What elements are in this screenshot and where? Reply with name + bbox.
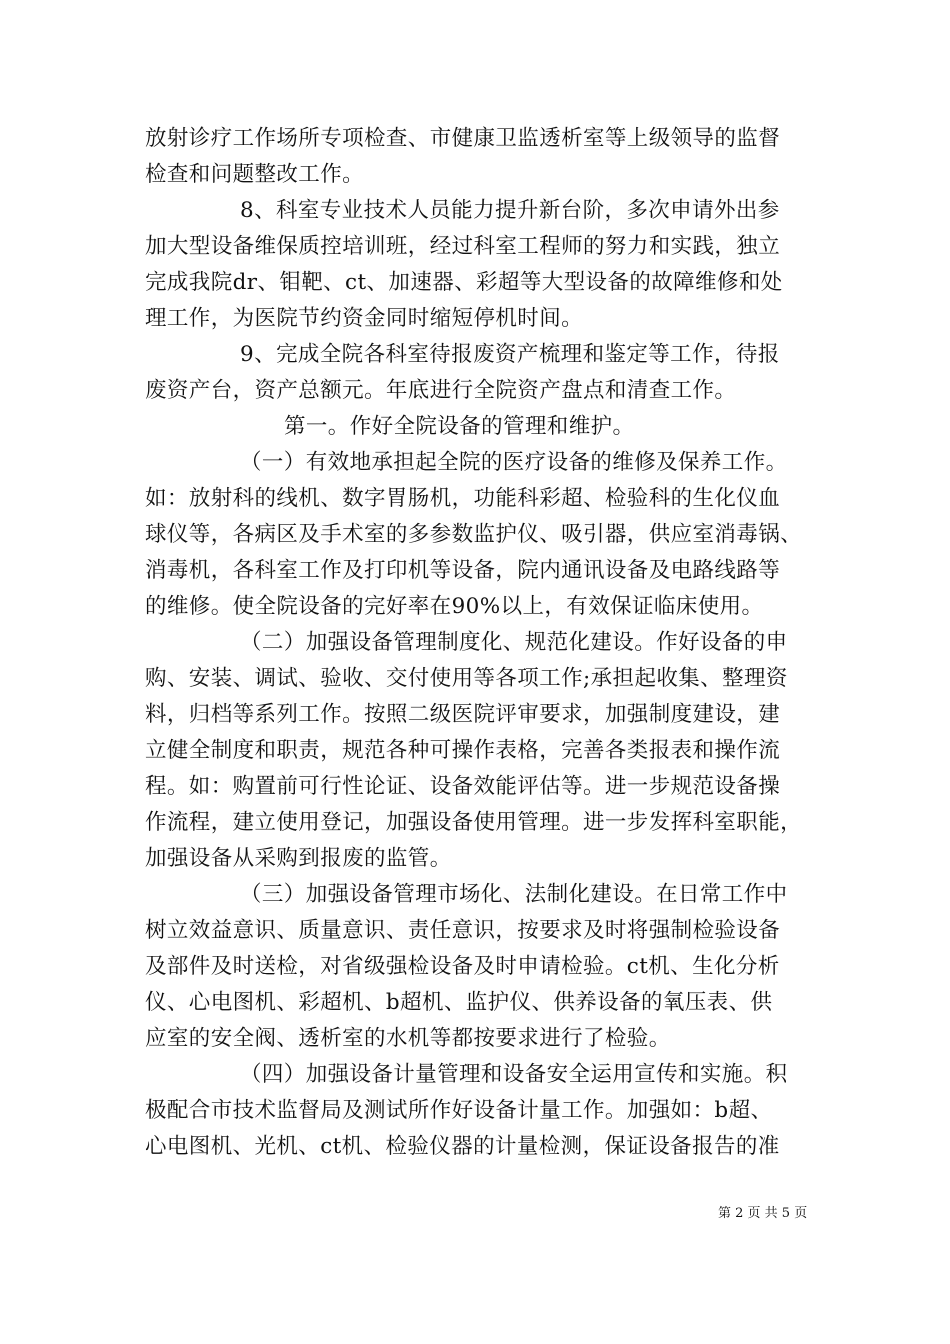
paragraph-line: 立健全制度和职责，规范各种可操作表格，完善各类报表和操作流 <box>145 738 781 763</box>
paragraph-line: （一）有效地承担起全院的医疗设备的维修及保养工作。 <box>240 450 788 475</box>
paragraph-line: 及部件及时送检，对省级强检设备及时申请检验。ct机、生化分析 <box>145 954 780 979</box>
paragraph-line: 加强设备从采购到报废的监管。 <box>145 846 452 871</box>
paragraph-line: 树立效益意识、质量意识、责任意识，按要求及时将强制检验设备 <box>145 918 781 943</box>
paragraph-line: 检查和问题整改工作。 <box>145 162 365 187</box>
paragraph-line: 心电图机、光机、ct机、检验仪器的计量检测，保证设备报告的准 <box>145 1134 780 1159</box>
paragraph-line: 球仪等，各病区及手术室的多参数监护仪、吸引器，供应室消毒锅、 <box>145 522 803 547</box>
paragraph-line: 应室的安全阀、透析室的水机等都按要求进行了检验。 <box>145 1026 671 1051</box>
paragraph-line: 作流程，建立使用登记，加强设备使用管理。进一步发挥科室职能， <box>145 810 803 835</box>
paragraph-line: 完成我院dr、钼靶、ct、加速器、彩超等大型设备的故障维修和处 <box>145 270 783 295</box>
paragraph-line: 消毒机，各科室工作及打印机等设备，院内通讯设备及电路线路等 <box>145 558 781 583</box>
section-heading: 第一。作好全院设备的管理和维护。 <box>284 414 635 439</box>
paragraph-line: 理工作，为医院节约资金同时缩短停机时间。 <box>145 306 584 331</box>
paragraph-line: 料，归档等系列工作。按照二级医院评审要求，加强制度建设，建 <box>145 702 781 727</box>
paragraph-line: 极配合市技术监督局及测试所作好设备计量工作。加强如：b超、 <box>145 1098 773 1123</box>
paragraph-line: （三）加强设备管理市场化、法制化建设。在日常工作中 <box>240 882 788 907</box>
paragraph-line: 仪、心电图机、彩超机、b超机、监护仪、供养设备的氧压表、供 <box>145 990 773 1015</box>
paragraph-line: 废资产台，资产总额元。年底进行全院资产盘点和清查工作。 <box>145 378 737 403</box>
paragraph-line: 的维修。使全院设备的完好率在90%以上，有效保证临床使用。 <box>145 594 764 619</box>
paragraph-line: 9、完成全院各科室待报废资产梳理和鉴定等工作，待报 <box>240 342 780 367</box>
paragraph-line: 8、科室专业技术人员能力提升新台阶，多次申请外出参 <box>240 198 780 223</box>
page-number-footer: 第 2 页 共 5 页 <box>718 1206 808 1221</box>
paragraph-line: 如：放射科的线机、数字胃肠机，功能科彩超、检验科的生化仪血 <box>145 486 781 511</box>
paragraph-line: 放射诊疗工作场所专项检查、市健康卫监透析室等上级领导的监督 <box>145 126 781 151</box>
paragraph-line: 购、安装、调试、验收、交付使用等各项工作;承担起收集、整理资 <box>145 666 788 691</box>
paragraph-line: （二）加强设备管理制度化、规范化建设。作好设备的申 <box>240 630 788 655</box>
paragraph-line: （四）加强设备计量管理和设备安全运用宣传和实施。积 <box>240 1062 788 1087</box>
paragraph-line: 程。如：购置前可行性论证、设备效能评估等。进一步规范设备操 <box>145 774 781 799</box>
paragraph-line: 加大型设备维保质控培训班，经过科室工程师的努力和实践，独立 <box>145 234 781 259</box>
